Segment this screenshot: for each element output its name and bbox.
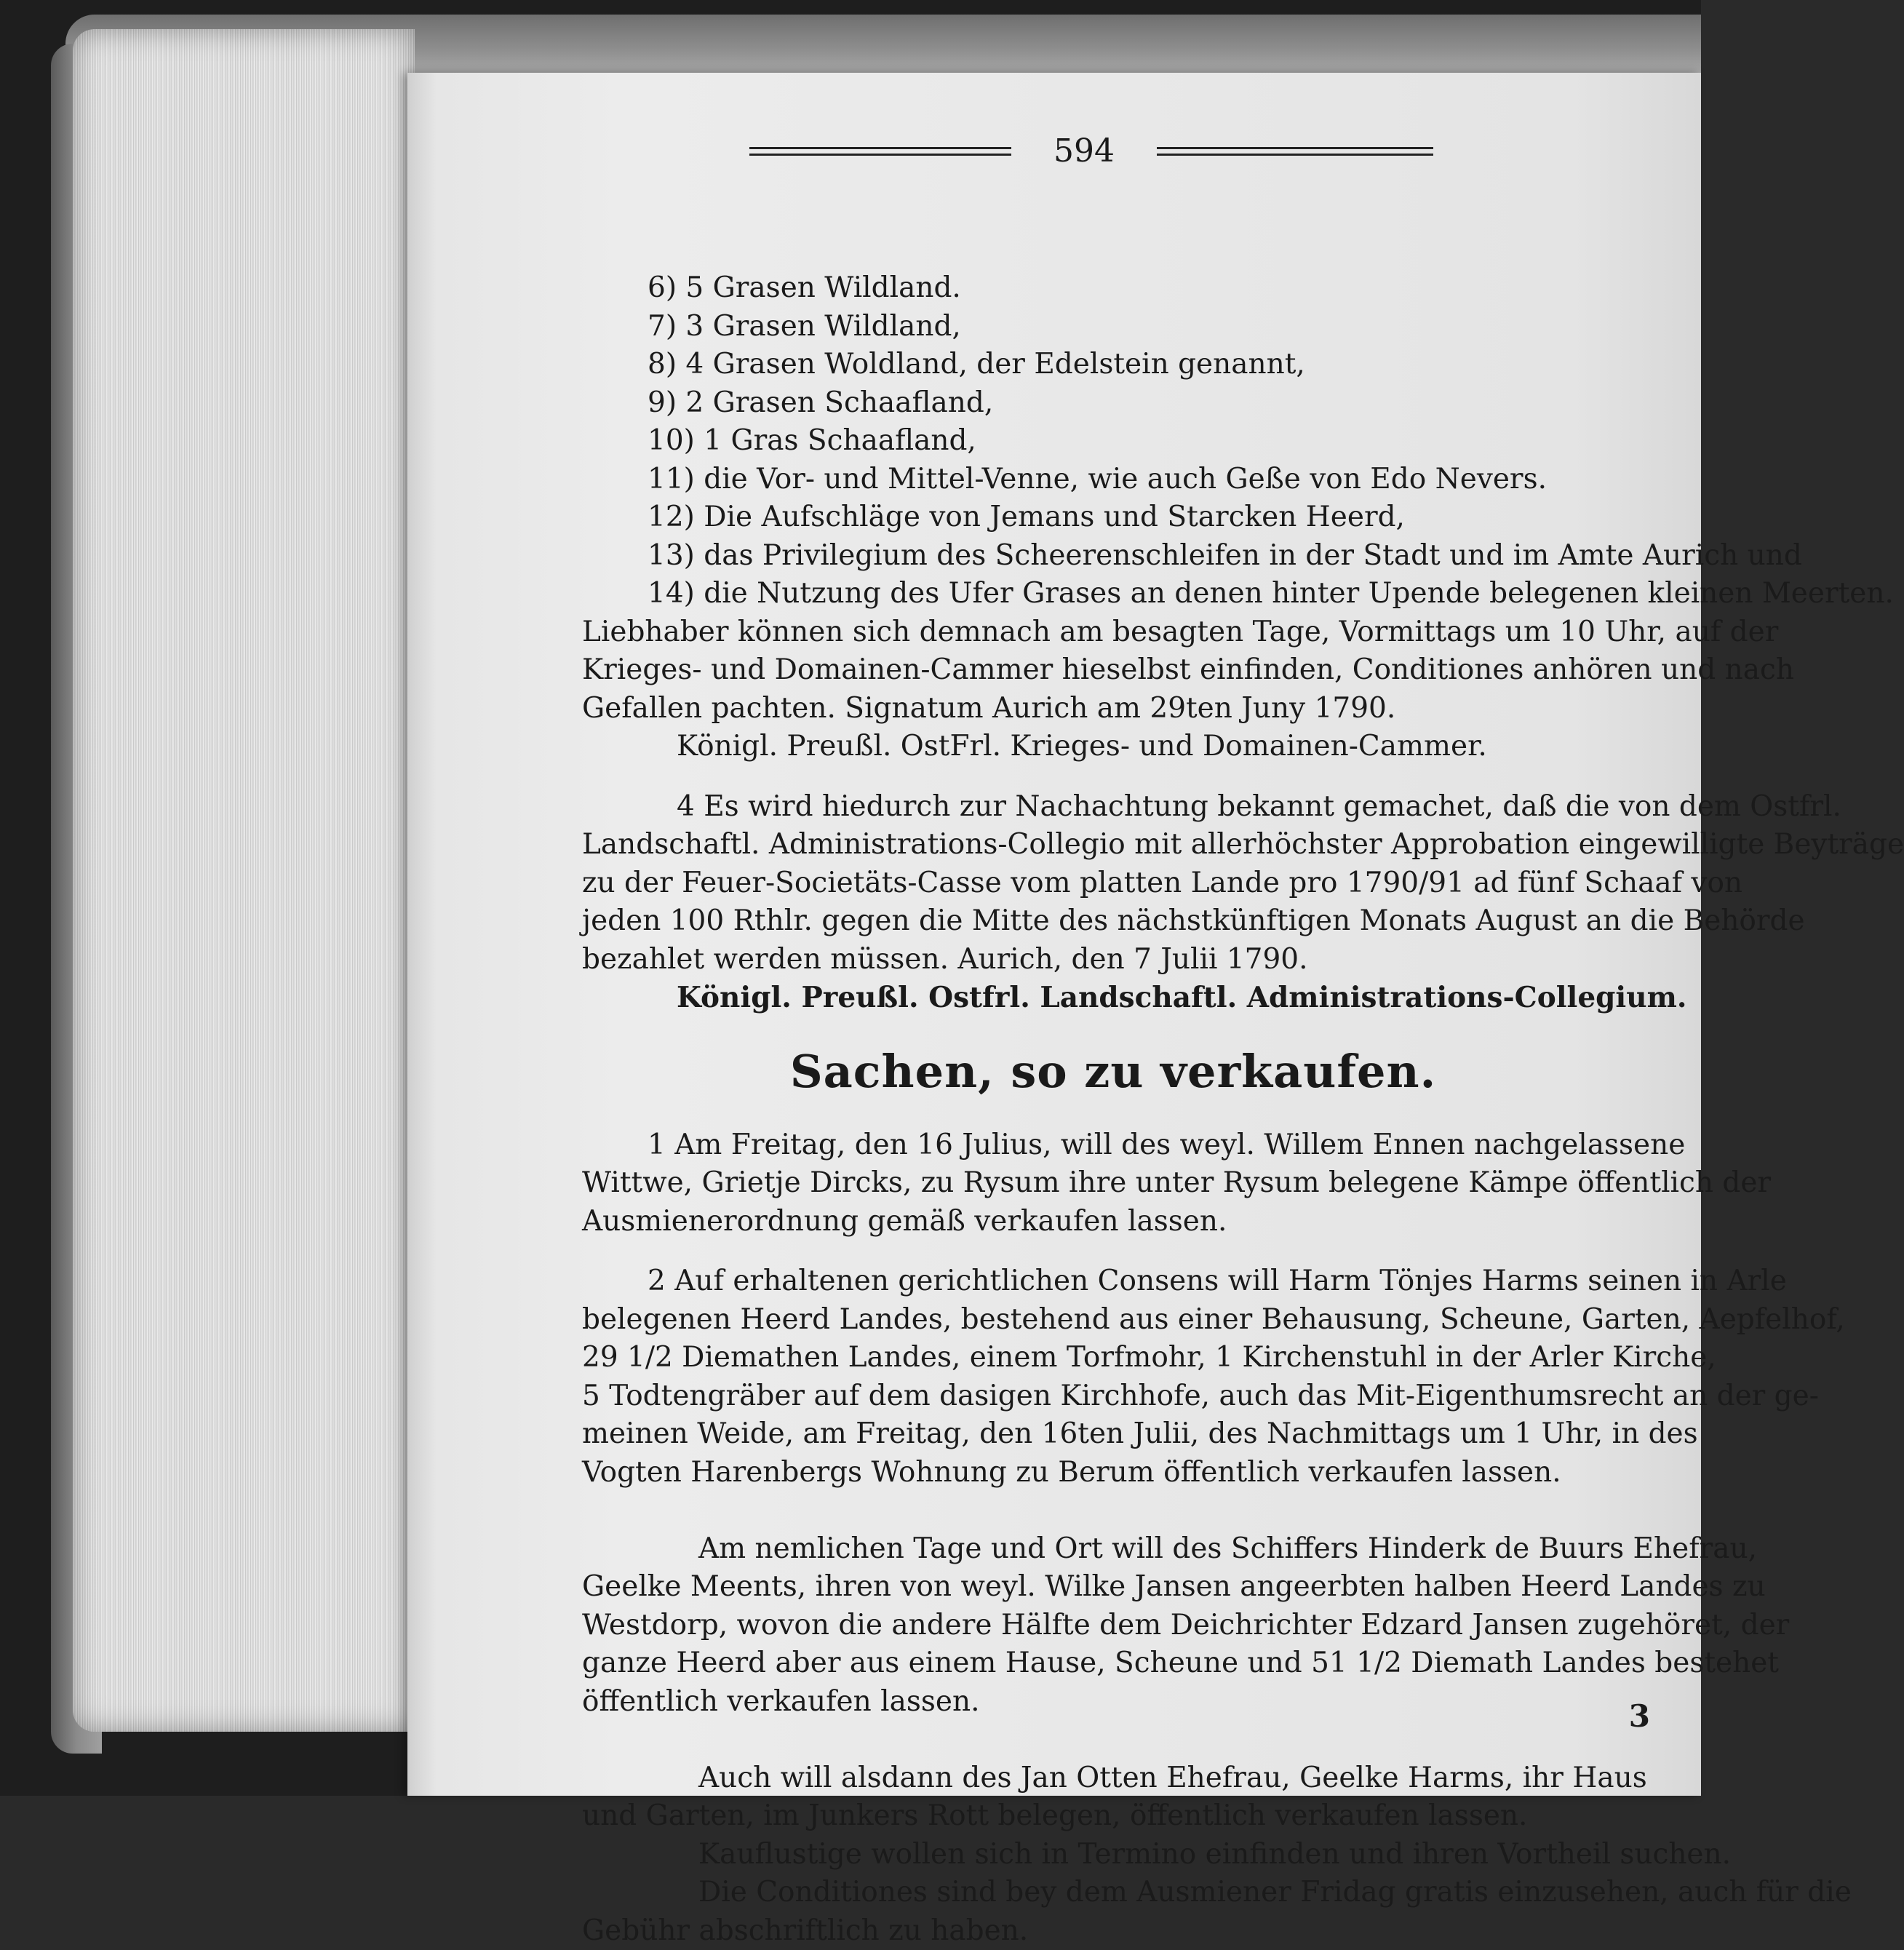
text-line: 6) 5 Grasen Wildland.: [582, 269, 1644, 308]
header-rule-left: [749, 147, 1011, 156]
text-line: Gefallen pachten. Signatum Aurich am 29ten Juny 1790.: [582, 690, 1644, 728]
text-line: Liebhaber können sich demnach am besagten Tage, Vormittags um 10 Uhr, auf der: [582, 613, 1644, 652]
text-line: Kauflustige wollen sich in Termino einfinden und ihren Vortheil suchen.: [582, 1836, 1644, 1874]
text-line: Gebühr abschriftlich zu haben.: [582, 1912, 1644, 1950]
page-edges: [73, 29, 415, 1732]
header-rule-right: [1157, 147, 1433, 156]
signature-line: Königl. Preußl. Ostfrl. Landschaftl. Administrations-Collegium.: [582, 979, 1644, 1017]
text-line: belegenen Heerd Landes, bestehend aus einer Behausung, Scheune, Garten, Aepfelhof,: [582, 1301, 1644, 1340]
text-line: 8) 4 Grasen Woldland, der Edelstein genannt,: [582, 346, 1644, 384]
text-line: Die Conditiones sind bey dem Ausmiener Fridag gratis einzusehen, auch für die: [582, 1874, 1644, 1912]
text-line: 9) 2 Grasen Schaafland,: [582, 384, 1644, 423]
printed-page: [407, 73, 1701, 1796]
text-line: 4 Es wird hiedurch zur Nachachtung bekannt gemachet, daß die von dem Ostfrl.: [582, 788, 1644, 827]
spacer: [582, 1492, 1644, 1530]
page-number: 594: [1019, 131, 1150, 172]
text-line: Geelke Meents, ihren von weyl. Wilke Jansen angeerbten halben Heerd Landes zu: [582, 1568, 1644, 1607]
text-line: und Garten, im Junkers Rott belegen, öffentlich verkaufen lassen.: [582, 1797, 1644, 1836]
spacer: [582, 1721, 1644, 1759]
text-line: Krieges- und Domainen-Cammer hieselbst einfinden, Conditiones anhören und nach: [582, 651, 1644, 690]
text-line: Ausmienerordnung gemäß verkaufen lassen.: [582, 1203, 1644, 1241]
text-line: 29 1/2 Diemathen Landes, einem Torfmohr, 1 Kirchenstuhl in der Arler Kirche,: [582, 1339, 1644, 1377]
text-line: 5 Todtengräber auf dem dasigen Kirchhofe, auch das Mit-Eigenthumsrecht an der ge-: [582, 1377, 1644, 1416]
text-line: Landschaftl. Administrations-Collegio mit allerhöchster Approbation eingewilligte Beyträge: [582, 826, 1644, 864]
text-line: Wittwe, Grietje Dircks, zu Rysum ihre unter Rysum belegene Kämpe öffentlich der: [582, 1164, 1644, 1203]
page-header: [582, 131, 1644, 175]
signature-line: Königl. Preußl. OstFrl. Krieges- und Domainen-Cammer.: [582, 728, 1644, 766]
text-line: 1 Am Freitag, den 16 Julius, will des weyl. Willem Ennen nachgelassene: [582, 1126, 1644, 1165]
text-line: Auch will alsdann des Jan Otten Ehefrau, Geelke Harms, ihr Haus: [582, 1759, 1644, 1798]
text-line: Am nemlichen Tage und Ort will des Schiffers Hinderk de Buurs Ehefrau,: [582, 1530, 1644, 1569]
catchword: 3: [1629, 1698, 1650, 1734]
text-line: meinen Weide, am Freitag, den 16ten Julii, des Nachmittags um 1 Uhr, in des: [582, 1415, 1644, 1454]
spacer: [582, 1241, 1644, 1262]
text-line: öffentlich verkaufen lassen.: [582, 1683, 1644, 1722]
text-line: 11) die Vor- und Mittel-Venne, wie auch Geße von Edo Nevers.: [582, 461, 1644, 499]
text-line: zu der Feuer-Societäts-Casse vom platten Lande pro 1790/91 ad fünf Schaaf von: [582, 864, 1644, 903]
text-line: 2 Auf erhaltenen gerichtlichen Consens will Harm Tönjes Harms seinen in Arle: [582, 1262, 1644, 1301]
text-line: bezahlet werden müssen. Aurich, den 7 Julii 1790.: [582, 941, 1644, 979]
spacer: [582, 766, 1644, 788]
text-line: ganze Heerd aber aus einem Hause, Scheune und 51 1/2 Diemath Landes bestehet: [582, 1644, 1644, 1683]
text-line: 12) Die Aufschläge von Jemans und Starcken Heerd,: [582, 498, 1644, 537]
text-line: 13) das Privilegium des Scheerenschleifen in der Stadt und im Amte Aurich und: [582, 537, 1644, 576]
section-heading: Sachen, so zu verkaufen.: [582, 1039, 1644, 1105]
text-line: Vogten Harenbergs Wohnung zu Berum öffentlich verkaufen lassen.: [582, 1454, 1644, 1492]
text-line: 10) 1 Gras Schaafland,: [582, 422, 1644, 461]
page-content: [582, 131, 1644, 1732]
text-line: Westdorp, wovon die andere Hälfte dem Deichrichter Edzard Jansen zugehöret, der: [582, 1607, 1644, 1645]
text-line: 14) die Nutzung des Ufer Grases an denen hinter Upende belegenen kleinen Meerten.: [582, 575, 1644, 613]
body-text: [582, 269, 1644, 1950]
text-line: jeden 100 Rthlr. gegen die Mitte des nächstkünftigen Monats August an die Behörde: [582, 902, 1644, 941]
spacer: [582, 1017, 1644, 1039]
spacer: [582, 1105, 1644, 1126]
text-line: 7) 3 Grasen Wildland,: [582, 308, 1644, 346]
